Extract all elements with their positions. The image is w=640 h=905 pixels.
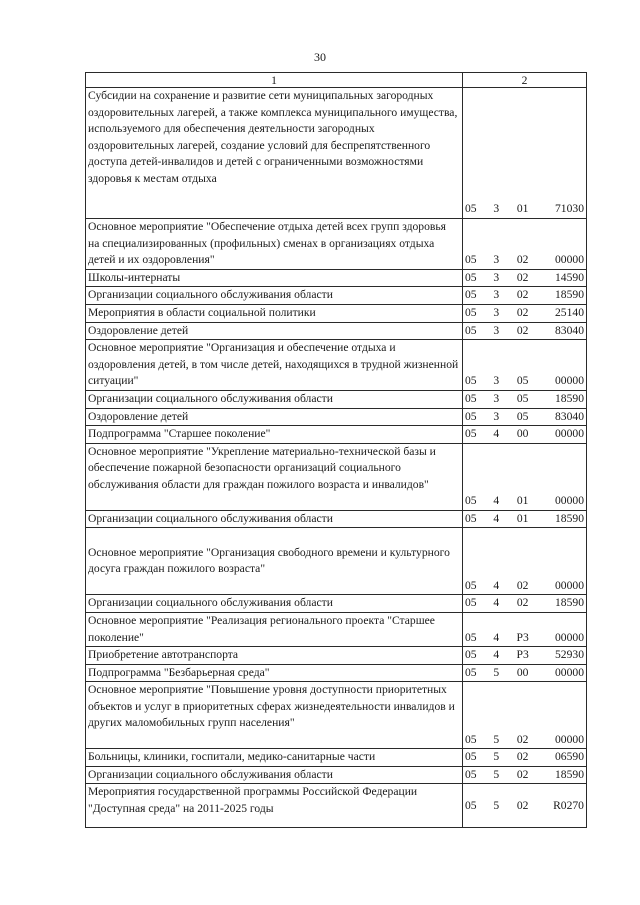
table-row bbox=[86, 340, 587, 391]
code-activity: 01 bbox=[516, 511, 529, 525]
row-name: Подпрограмма "Безбарьерная среда" bbox=[86, 664, 463, 682]
code-section: 05 bbox=[465, 427, 477, 441]
code-section: 05 bbox=[465, 253, 477, 267]
row-code bbox=[463, 269, 587, 287]
row-name: Подпрограмма "Старшее поколение" bbox=[86, 426, 463, 444]
code-expense: 00000 bbox=[555, 732, 584, 746]
row-name: Организации социального обслуживания области bbox=[86, 390, 463, 408]
column-header-name: 1 bbox=[86, 73, 463, 88]
code-expense: 14590 bbox=[555, 270, 584, 284]
code-section: 05 bbox=[465, 596, 477, 610]
table-row bbox=[86, 682, 587, 749]
row-code bbox=[463, 766, 587, 784]
code-section: 05 bbox=[465, 288, 477, 302]
code-subsection: 5 bbox=[493, 732, 500, 746]
page-number: 30 bbox=[314, 50, 326, 64]
code-subsection: 4 bbox=[493, 596, 500, 610]
code-expense: 52930 bbox=[555, 648, 584, 662]
code-section: 05 bbox=[465, 732, 477, 746]
code-activity: 01 bbox=[516, 494, 529, 508]
row-code bbox=[463, 749, 587, 767]
row-name: Основное мероприятие "Обеспечение отдыха детей всех групп здоровья на специализированных (профильных) сменах в организациях отдыха детей и их оздоровления" bbox=[86, 219, 463, 270]
code-expense: 18590 bbox=[555, 596, 584, 610]
table-row bbox=[86, 287, 587, 305]
row-code bbox=[463, 88, 587, 219]
row-code bbox=[463, 322, 587, 340]
table-row bbox=[86, 528, 587, 595]
code-activity: 02 bbox=[516, 305, 529, 319]
code-activity: 05 bbox=[516, 409, 529, 423]
code-subsection: 4 bbox=[493, 630, 500, 644]
code-expense: 06590 bbox=[555, 750, 584, 764]
row-name: Мероприятия в области социальной политики bbox=[86, 304, 463, 322]
code-activity: 02 bbox=[516, 288, 529, 302]
code-expense: 00000 bbox=[555, 374, 584, 388]
code-subsection: 4 bbox=[493, 648, 500, 662]
code-activity: P3 bbox=[516, 630, 529, 644]
row-code bbox=[463, 426, 587, 444]
code-activity: 00 bbox=[516, 665, 529, 679]
code-subsection: 5 bbox=[493, 767, 500, 781]
code-expense: 00000 bbox=[555, 578, 584, 592]
row-name: Больницы, клиники, госпитали, медико-санитарные части bbox=[86, 749, 463, 767]
row-code bbox=[463, 304, 587, 322]
row-name: Организации социального обслуживания области bbox=[86, 287, 463, 305]
code-section: 05 bbox=[465, 767, 477, 781]
table-row bbox=[86, 664, 587, 682]
code-section: 05 bbox=[465, 270, 477, 284]
code-activity: 02 bbox=[516, 767, 529, 781]
code-activity: 01 bbox=[516, 202, 529, 216]
code-expense: 00000 bbox=[555, 427, 584, 441]
table-row bbox=[86, 443, 587, 510]
code-expense: 71030 bbox=[555, 202, 584, 216]
row-code bbox=[463, 528, 587, 595]
code-expense: 00000 bbox=[555, 630, 584, 644]
code-activity: 05 bbox=[516, 391, 529, 405]
row-code bbox=[463, 340, 587, 391]
table-header-row bbox=[86, 73, 587, 88]
code-subsection: 4 bbox=[493, 494, 500, 508]
code-activity: 02 bbox=[516, 596, 529, 610]
code-expense: R0270 bbox=[553, 798, 584, 812]
table-row bbox=[86, 219, 587, 270]
code-activity: 02 bbox=[516, 732, 529, 746]
row-name: Оздоровление детей bbox=[86, 408, 463, 426]
code-section: 05 bbox=[465, 630, 477, 644]
code-activity: P3 bbox=[516, 648, 529, 662]
code-subsection: 4 bbox=[493, 578, 500, 592]
row-code bbox=[463, 219, 587, 270]
code-section: 05 bbox=[465, 391, 477, 405]
code-expense: 83040 bbox=[555, 323, 584, 337]
code-section: 05 bbox=[465, 578, 477, 592]
code-subsection: 5 bbox=[493, 798, 500, 812]
row-name: Школы-интернаты bbox=[86, 269, 463, 287]
code-subsection: 3 bbox=[493, 409, 500, 423]
row-code bbox=[463, 390, 587, 408]
code-activity: 02 bbox=[516, 750, 529, 764]
table-row bbox=[86, 304, 587, 322]
code-subsection: 3 bbox=[493, 202, 500, 216]
row-name: Организации социального обслуживания области bbox=[86, 766, 463, 784]
budget-classification-table bbox=[85, 72, 587, 828]
code-expense: 83040 bbox=[555, 409, 584, 423]
code-activity: 00 bbox=[516, 427, 529, 441]
code-subsection: 3 bbox=[493, 288, 500, 302]
code-expense: 18590 bbox=[555, 391, 584, 405]
code-expense: 00000 bbox=[555, 494, 584, 508]
code-subsection: 3 bbox=[493, 253, 500, 267]
code-activity: 05 bbox=[516, 374, 529, 388]
table-row bbox=[86, 647, 587, 665]
table-row bbox=[86, 766, 587, 784]
code-section: 05 bbox=[465, 798, 477, 812]
row-name: Основное мероприятие "Организация и обеспечение отдыха и оздоровления детей, в том числе детей, находящихся в трудной жизненной ситуации" bbox=[86, 340, 463, 391]
code-section: 05 bbox=[465, 323, 477, 337]
code-subsection: 4 bbox=[493, 511, 500, 525]
row-name: Основное мероприятие "Организация свободного времени и культурного досуга граждан пожилого возраста" bbox=[86, 528, 463, 595]
code-subsection: 3 bbox=[493, 305, 500, 319]
row-name: Мероприятия государственной программы Российской Федерации "Доступная среда" на 2011-2025 годы bbox=[86, 784, 463, 828]
row-code bbox=[463, 664, 587, 682]
code-subsection: 5 bbox=[493, 750, 500, 764]
row-name: Основное мероприятие "Повышение уровня доступности приоритетных объектов и услуг в приоритетных сферах жизнедеятельности инвалидов и других маломобильных групп населения" bbox=[86, 682, 463, 749]
code-section: 05 bbox=[465, 374, 477, 388]
row-code bbox=[463, 408, 587, 426]
code-activity: 02 bbox=[516, 323, 529, 337]
table-row bbox=[86, 390, 587, 408]
row-code bbox=[463, 682, 587, 749]
code-section: 05 bbox=[465, 750, 477, 764]
row-code bbox=[463, 784, 587, 828]
row-code bbox=[463, 595, 587, 613]
code-subsection: 4 bbox=[493, 427, 500, 441]
row-code bbox=[463, 287, 587, 305]
table-row bbox=[86, 269, 587, 287]
row-name: Приобретение автотранспорта bbox=[86, 647, 463, 665]
code-section: 05 bbox=[465, 648, 477, 662]
code-expense: 00000 bbox=[555, 665, 584, 679]
row-name: Организации социального обслуживания области bbox=[86, 595, 463, 613]
code-subsection: 3 bbox=[493, 323, 500, 337]
row-name: Оздоровление детей bbox=[86, 322, 463, 340]
column-header-code: 2 bbox=[463, 73, 587, 88]
code-section: 05 bbox=[465, 305, 477, 319]
code-subsection: 3 bbox=[493, 270, 500, 284]
code-expense: 00000 bbox=[555, 253, 584, 267]
code-activity: 02 bbox=[516, 270, 529, 284]
table-row bbox=[86, 612, 587, 646]
code-section: 05 bbox=[465, 494, 477, 508]
row-code bbox=[463, 647, 587, 665]
table-row bbox=[86, 408, 587, 426]
row-code bbox=[463, 612, 587, 646]
code-section: 05 bbox=[465, 202, 477, 216]
code-activity: 02 bbox=[516, 798, 529, 812]
row-code bbox=[463, 510, 587, 528]
table-row bbox=[86, 322, 587, 340]
code-section: 05 bbox=[465, 665, 477, 679]
table-row bbox=[86, 510, 587, 528]
code-subsection: 3 bbox=[493, 391, 500, 405]
table-row bbox=[86, 784, 587, 828]
table-row bbox=[86, 595, 587, 613]
row-name: Субсидии на сохранение и развитие сети муниципальных загородных оздоровительных лагерей, а также комплекса муниципального имущества, используемого для обеспечения деятельности загородных оздоровительных лагерей, создание условий для беспрепятственного доступа детей-инвалидов и детей с ограниченными возможностями здоровья к местам отдыха bbox=[86, 88, 463, 219]
table-row bbox=[86, 426, 587, 444]
code-subsection: 5 bbox=[493, 665, 500, 679]
code-expense: 25140 bbox=[555, 305, 584, 319]
code-activity: 02 bbox=[516, 253, 529, 267]
row-name: Основное мероприятие "Укрепление материально-технической базы и обеспечение пожарной безопасности организаций социального обслуживания области для граждан пожилого возраста и инвалидов" bbox=[86, 443, 463, 510]
code-activity: 02 bbox=[516, 578, 529, 592]
code-subsection: 3 bbox=[493, 374, 500, 388]
row-name: Основное мероприятие "Реализация регионального проекта "Старшее поколение" bbox=[86, 612, 463, 646]
code-expense: 18590 bbox=[555, 511, 584, 525]
code-expense: 18590 bbox=[555, 288, 584, 302]
table-row bbox=[86, 88, 587, 219]
code-section: 05 bbox=[465, 409, 477, 423]
row-code bbox=[463, 443, 587, 510]
row-name: Организации социального обслуживания области bbox=[86, 510, 463, 528]
table-row bbox=[86, 749, 587, 767]
code-expense: 18590 bbox=[555, 767, 584, 781]
code-section: 05 bbox=[465, 511, 477, 525]
